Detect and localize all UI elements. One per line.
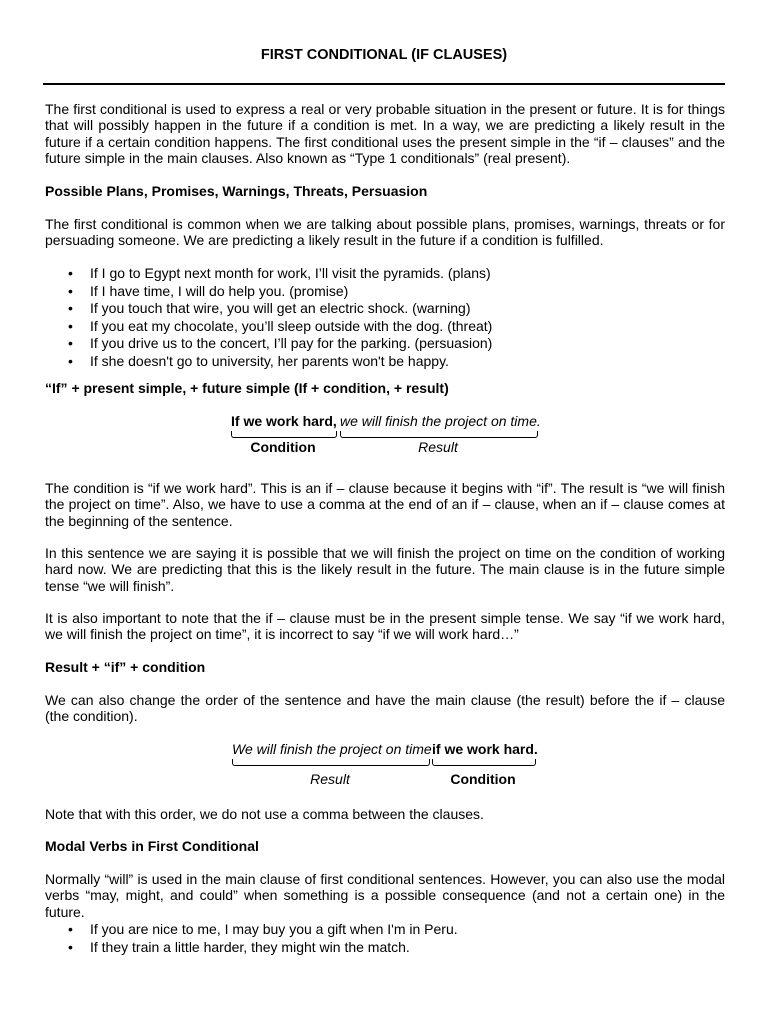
- example2-condition: if we work hard.: [432, 741, 538, 757]
- bullet-icon: •: [68, 352, 73, 369]
- list-item: [45, 353, 705, 371]
- reverse-order-paragraph: We can also change the order of the sentence and have the main clause (the result) before the if – clause (the condition).: [45, 692, 725, 725]
- section-heading-reverse: Result + “if” + condition: [45, 659, 206, 675]
- bullet-icon: •: [68, 300, 73, 316]
- section-heading-plans: Possible Plans, Promises, Warnings, Threats, Persuasion: [45, 183, 428, 199]
- list-item: [45, 300, 705, 318]
- example1-result: we will finish the project on time.: [340, 413, 541, 429]
- list-item-text: If she doesn't go to university, her parents won't be happy.: [90, 352, 449, 369]
- example1-condition: If we work hard,: [231, 413, 337, 429]
- list-item-text: If you are nice to me, I may buy you a gift when I'm in Peru.: [90, 921, 458, 937]
- bullet-icon: •: [68, 317, 73, 334]
- section-heading-structure: “If” + present simple, + future simple (If + condition, + result): [45, 380, 449, 396]
- condition-brace: [231, 431, 337, 438]
- condition-brace: [432, 759, 536, 766]
- bullet-icon: •: [68, 282, 73, 299]
- result-label: Result: [418, 439, 458, 455]
- bullet-icon: •: [68, 921, 73, 937]
- page-title: FIRST CONDITIONAL (IF CLAUSES): [260, 47, 508, 63]
- list-item: [45, 939, 705, 957]
- list-item: [45, 921, 705, 939]
- condition-explanation-paragraph: The condition is “if we work hard”. This is an if – clause because it begins with “if”. The result is “we will finish the project on time”. Also, we have to use a comma at the end of an if – clause, when an if – clause comes at the beginning of the sentence.: [45, 480, 725, 529]
- condition-label: Condition: [450, 771, 516, 787]
- plans-paragraph: The first conditional is common when we are talking about possible plans, promises, warnings, threats or for persuading someone. We are predicting a likely result in the future if a condition is fulfilled.: [45, 216, 725, 249]
- plans-bullet-list: [45, 265, 705, 370]
- list-item-text: If I go to Egypt next month for work, I’ll visit the pyramids. (plans): [90, 265, 491, 281]
- result-label: Result: [310, 771, 350, 787]
- result-brace: [232, 759, 430, 766]
- intro-paragraph: The first conditional is used to express a real or very probable situation in the present or future. It is for things that will possibly happen in the future if a condition is met. In a way, we are predicting a likely result in the future if a certain condition happens. The first conditional uses the present simple in the “if – clauses” and the future simple in the main clauses. Also known as “Type 1 conditionals” (real present).: [45, 101, 725, 166]
- list-item: [45, 283, 705, 301]
- condition-label: Condition: [250, 439, 316, 455]
- bullet-icon: •: [68, 265, 73, 281]
- list-item-text: If you drive us to the concert, I’ll pay for the parking. (persuasion): [90, 335, 493, 351]
- list-item-text: If you touch that wire, you will get an electric shock. (warning): [90, 300, 471, 316]
- tense-note-paragraph: It is also important to note that the if – clause must be in the present simple tense. We say “if we work hard, we will finish the project on time”, it is incorrect to say “if we will work hard…”: [45, 610, 725, 643]
- list-item: [45, 318, 705, 336]
- example2-result: We will finish the project on time: [232, 741, 432, 757]
- prediction-paragraph: In this sentence we are saying it is possible that we will finish the project on time on the condition of working hard now. We are predicting that this is the likely result in the future. The main clause is in the future simple tense “we will finish”.: [45, 545, 725, 594]
- list-item-text: If you eat my chocolate, you’ll sleep outside with the dog. (threat): [90, 317, 493, 334]
- section-heading-modal: Modal Verbs in First Conditional: [45, 838, 259, 854]
- list-item-text: If they train a little harder, they might win the match.: [90, 938, 410, 955]
- title-divider: [43, 83, 725, 85]
- result-brace: [340, 431, 538, 438]
- bullet-icon: •: [68, 335, 73, 351]
- list-item: [45, 265, 705, 283]
- comma-note-paragraph: Note that with this order, we do not use a comma between the clauses.: [45, 806, 484, 822]
- modal-bullet-list: [45, 921, 705, 956]
- list-item: [45, 335, 705, 353]
- bullet-icon: •: [68, 938, 73, 955]
- list-item-text: If I have time, I will do help you. (promise): [90, 282, 349, 299]
- modal-verbs-paragraph: Normally “will” is used in the main clause of first conditional sentences. However, you can also use the modal verbs “may, might, and could” when something is a possible consequence (and not a certain one) in the future.: [45, 871, 725, 920]
